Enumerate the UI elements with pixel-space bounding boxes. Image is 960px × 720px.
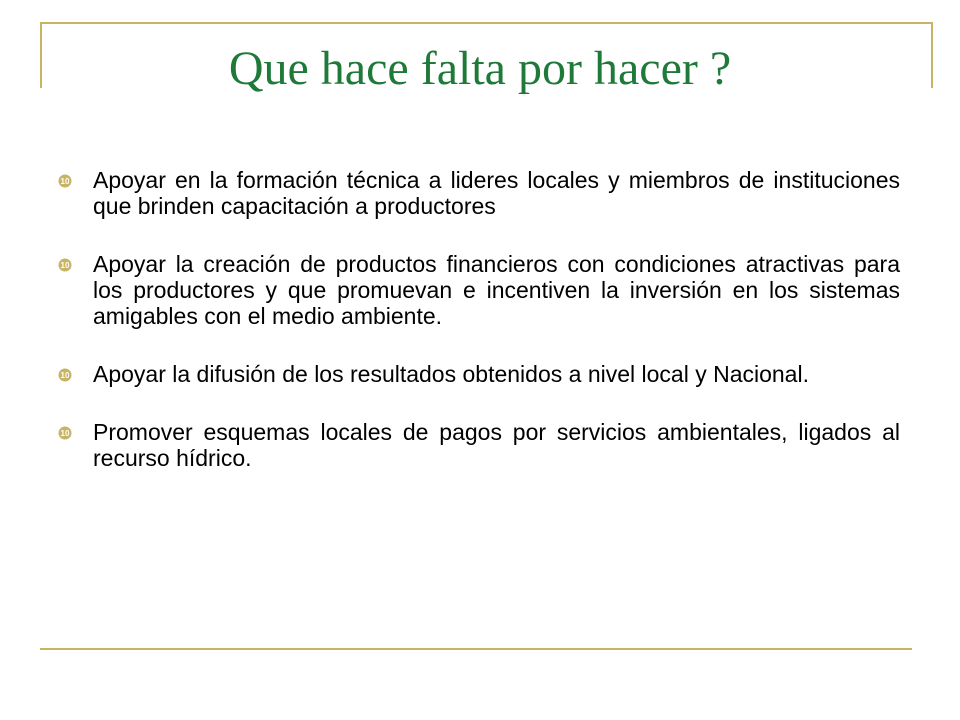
svg-text:10: 10 (60, 371, 70, 380)
bullet-text: Apoyar la creación de productos financieros con condiciones atractivas para los productores y que promuevan e incentiven la inversión en los sistemas amigables con el medio ambiente. (93, 251, 900, 329)
bullet-item (58, 167, 900, 219)
svg-text:10: 10 (60, 177, 70, 186)
bullet-text: Apoyar la difusión de los resultados obtenidos a nivel local y Nacional. (93, 361, 809, 387)
circled-number-icon (58, 174, 72, 188)
frame-top-line (40, 22, 932, 24)
bullet-item (58, 251, 900, 329)
circled-number-icon (58, 258, 72, 272)
slide-title: Que hace falta por hacer ? (228, 42, 732, 95)
circled-number-icon (58, 368, 72, 382)
bullet-item (58, 419, 900, 471)
bullet-text: Apoyar en la formación técnica a lideres locales y miembros de instituciones que brinden capacitación a productores (93, 167, 900, 219)
bullet-text: Promover esquemas locales de pagos por servicios ambientales, ligados al recurso hídrico. (93, 419, 900, 471)
svg-text:10: 10 (60, 429, 70, 438)
svg-text:10: 10 (60, 261, 70, 270)
circled-number-icon (58, 426, 72, 440)
frame-bottom-line (40, 648, 912, 650)
bullet-list (58, 167, 900, 503)
bullet-item (58, 361, 900, 387)
